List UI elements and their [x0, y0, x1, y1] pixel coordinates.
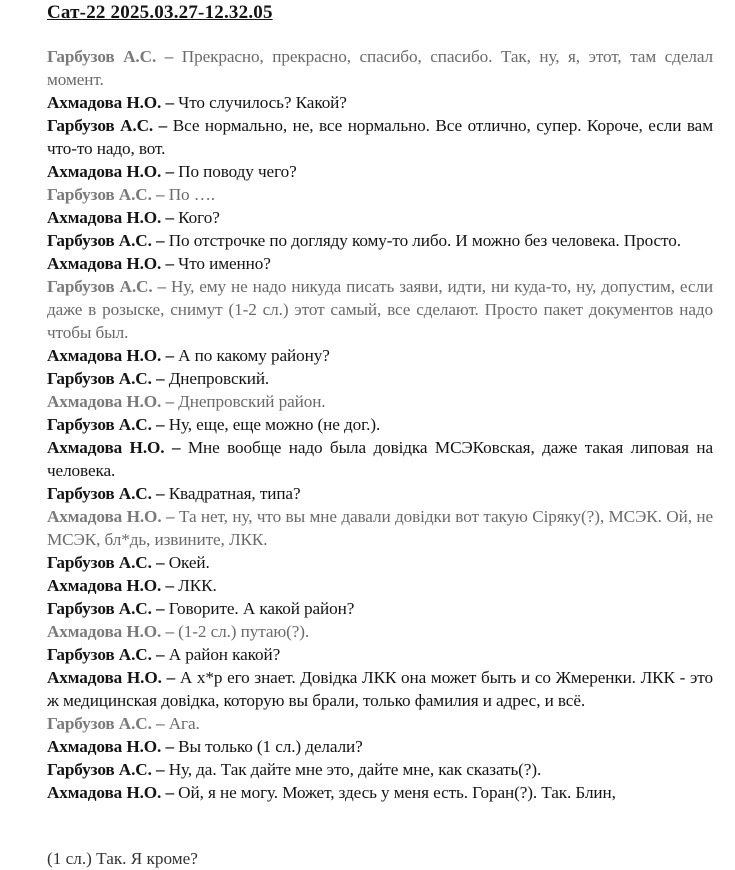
speaker-name: Гарбузов А.С. — [47, 116, 154, 135]
utterance-text: Ну, еще, еще можно (не дог.). — [168, 415, 381, 434]
transcript-entry — [47, 758, 713, 781]
transcript-entry — [47, 413, 713, 436]
utterance-text: Ну, да. Так дайте мне это, дайте мне, как сказать(?). — [168, 760, 542, 779]
speaker-dash: – — [165, 162, 174, 181]
transcript-entry — [47, 206, 713, 229]
speaker-dash: – — [165, 783, 174, 802]
speaker-dash: – — [155, 369, 165, 388]
utterance-text: Днепровский. — [168, 369, 270, 388]
speaker-dash: – — [155, 415, 165, 434]
speaker-name: Ахмадова Н.О. — [47, 783, 162, 802]
transcript-entry — [47, 390, 713, 413]
speaker-dash: – — [165, 392, 174, 411]
utterance-text: Ага. — [168, 714, 200, 733]
cut-off-line: (1 сл.) Так. Я кроме? — [47, 849, 198, 868]
utterance-text: Что случилось? Какой? — [178, 93, 347, 112]
utterance-text: Говорите. А какой район? — [168, 599, 355, 618]
speaker-name: Гарбузов А.С. — [47, 484, 152, 503]
utterance-text: По поводу чего? — [178, 162, 297, 181]
speaker-dash: – — [165, 254, 174, 273]
utterance-text: Та нет, ну, что вы мне давали довідки вот такую Сіряку(?), МСЭК. Ой, не МСЭК, бл*дь, извините, ЛКК. — [47, 507, 713, 549]
utterance-text: Кого? — [178, 208, 220, 227]
transcript-entry — [47, 229, 713, 252]
transcript-entry — [47, 781, 713, 804]
transcript-entry — [47, 735, 713, 758]
speaker-name: Гарбузов А.С. — [47, 415, 152, 434]
speaker-dash: – — [171, 438, 181, 457]
transcript-entry — [47, 712, 713, 735]
speaker-name: Гарбузов А.С. — [47, 714, 152, 733]
utterance-text: (1-2 сл.) путаю(?). — [178, 622, 310, 641]
utterance-text: Что именно? — [178, 254, 271, 273]
speaker-dash: – — [165, 737, 174, 756]
speaker-name: Ахмадова Н.О. — [47, 208, 162, 227]
speaker-dash: – — [155, 553, 165, 572]
speaker-dash: – — [155, 231, 165, 250]
speaker-name: Ахмадова Н.О. — [47, 346, 162, 365]
utterance-text: Мне вообще надо была довідка МСЭКовская, даже такая липовая на человека. — [47, 438, 714, 480]
speaker-name: Ахмадова Н.О. — [47, 507, 162, 526]
speaker-name: Ахмадова Н.О. — [47, 576, 162, 595]
speaker-dash: – — [155, 599, 165, 618]
speaker-name: Ахмадова Н.О. — [47, 93, 162, 112]
utterance-text: Окей. — [168, 553, 210, 572]
speaker-name: Гарбузов А.С. — [47, 185, 152, 204]
transcript-entry — [47, 275, 713, 344]
transcript-entry — [47, 45, 713, 91]
speaker-dash: – — [166, 668, 176, 687]
speaker-dash: – — [166, 507, 175, 526]
speaker-dash: – — [158, 116, 168, 135]
speaker-dash: – — [165, 93, 174, 112]
utterance-text: По …. — [168, 185, 215, 204]
speaker-dash: – — [164, 47, 174, 66]
utterance-text: А х*р его знает. Довідка ЛКК она может быть и со Жмеренки. ЛКК - это ж медицинская довідка, которую вы брали, только фамилия и адрес, и всё. — [47, 668, 713, 710]
transcript-entry — [47, 551, 713, 574]
speaker-dash: – — [155, 484, 165, 503]
speaker-dash: – — [165, 576, 174, 595]
transcript-entry — [47, 482, 713, 505]
speaker-name: Ахмадова Н.О. — [47, 254, 162, 273]
speaker-dash: – — [155, 714, 165, 733]
speaker-name: Ахмадова Н.О. — [47, 737, 162, 756]
transcript-entry — [47, 367, 713, 390]
speaker-dash: – — [155, 760, 165, 779]
speaker-name: Гарбузов А.С. — [47, 47, 157, 66]
speaker-dash: – — [157, 277, 167, 296]
transcript-entry — [47, 666, 713, 712]
speaker-name: Гарбузов А.С. — [47, 553, 152, 572]
speaker-name: Гарбузов А.С. — [47, 369, 152, 388]
speaker-dash: – — [165, 622, 174, 641]
transcript-entry — [47, 505, 713, 551]
speaker-name: Ахмадова Н.О. — [47, 438, 165, 457]
utterance-text: Все нормально, не, все нормально. Все отлично, супер. Короче, если вам что-то надо, вот. — [47, 116, 713, 158]
speaker-name: Ахмадова Н.О. — [47, 622, 162, 641]
document-header: Сат-22 2025.03.27-12.32.05 — [47, 2, 273, 23]
transcript-entry — [47, 620, 713, 643]
utterance-text: Ну, ему не надо никуда писать заяви, идти, ни куда-то, ну, допустим, если даже в розыске, снимут (1-2 сл.) этот самый, все сделают. Просто пакет документов надо чтобы был. — [47, 277, 713, 342]
transcript-entry — [47, 597, 713, 620]
transcript-entry — [47, 252, 713, 275]
utterance-text: А по какому району? — [178, 346, 330, 365]
speaker-dash: – — [165, 346, 174, 365]
transcript-entry — [47, 643, 713, 666]
speaker-name: Ахмадова Н.О. — [47, 392, 162, 411]
speaker-name: Ахмадова Н.О. — [47, 668, 162, 687]
speaker-dash: – — [155, 185, 165, 204]
speaker-name: Гарбузов А.С. — [47, 599, 152, 618]
transcript-entry — [47, 114, 713, 160]
utterance-text: ЛКК. — [178, 576, 217, 595]
utterance-text: Ой, я не могу. Может, здесь у меня есть. Горан(?). Так. Блин, — [178, 783, 616, 802]
speaker-name: Гарбузов А.С. — [47, 760, 152, 779]
transcript-entry — [47, 436, 713, 482]
utterance-text: По отстрочке по догляду кому-то либо. И можно без человека. Просто. — [168, 231, 681, 250]
transcript-entry — [47, 91, 713, 114]
speaker-name: Гарбузов А.С. — [47, 277, 153, 296]
transcript-entry — [47, 183, 713, 206]
speaker-dash: – — [155, 645, 165, 664]
speaker-name: Гарбузов А.С. — [47, 231, 152, 250]
transcript-entry — [47, 160, 713, 183]
speaker-name: Гарбузов А.С. — [47, 645, 152, 664]
transcript-entry — [47, 344, 713, 367]
utterance-text: Прекрасно, прекрасно, спасибо, спасибо. Так, ну, я, этот, там сделал момент. — [47, 47, 713, 89]
speaker-name: Ахмадова Н.О. — [47, 162, 162, 181]
speaker-dash: – — [165, 208, 174, 227]
transcript — [47, 45, 713, 804]
transcript-entry — [47, 574, 713, 597]
utterance-text: А район какой? — [168, 645, 281, 664]
utterance-text: Днепровский район. — [178, 392, 326, 411]
utterance-text: Квадратная, типа? — [168, 484, 301, 503]
utterance-text: Вы только (1 сл.) делали? — [178, 737, 363, 756]
